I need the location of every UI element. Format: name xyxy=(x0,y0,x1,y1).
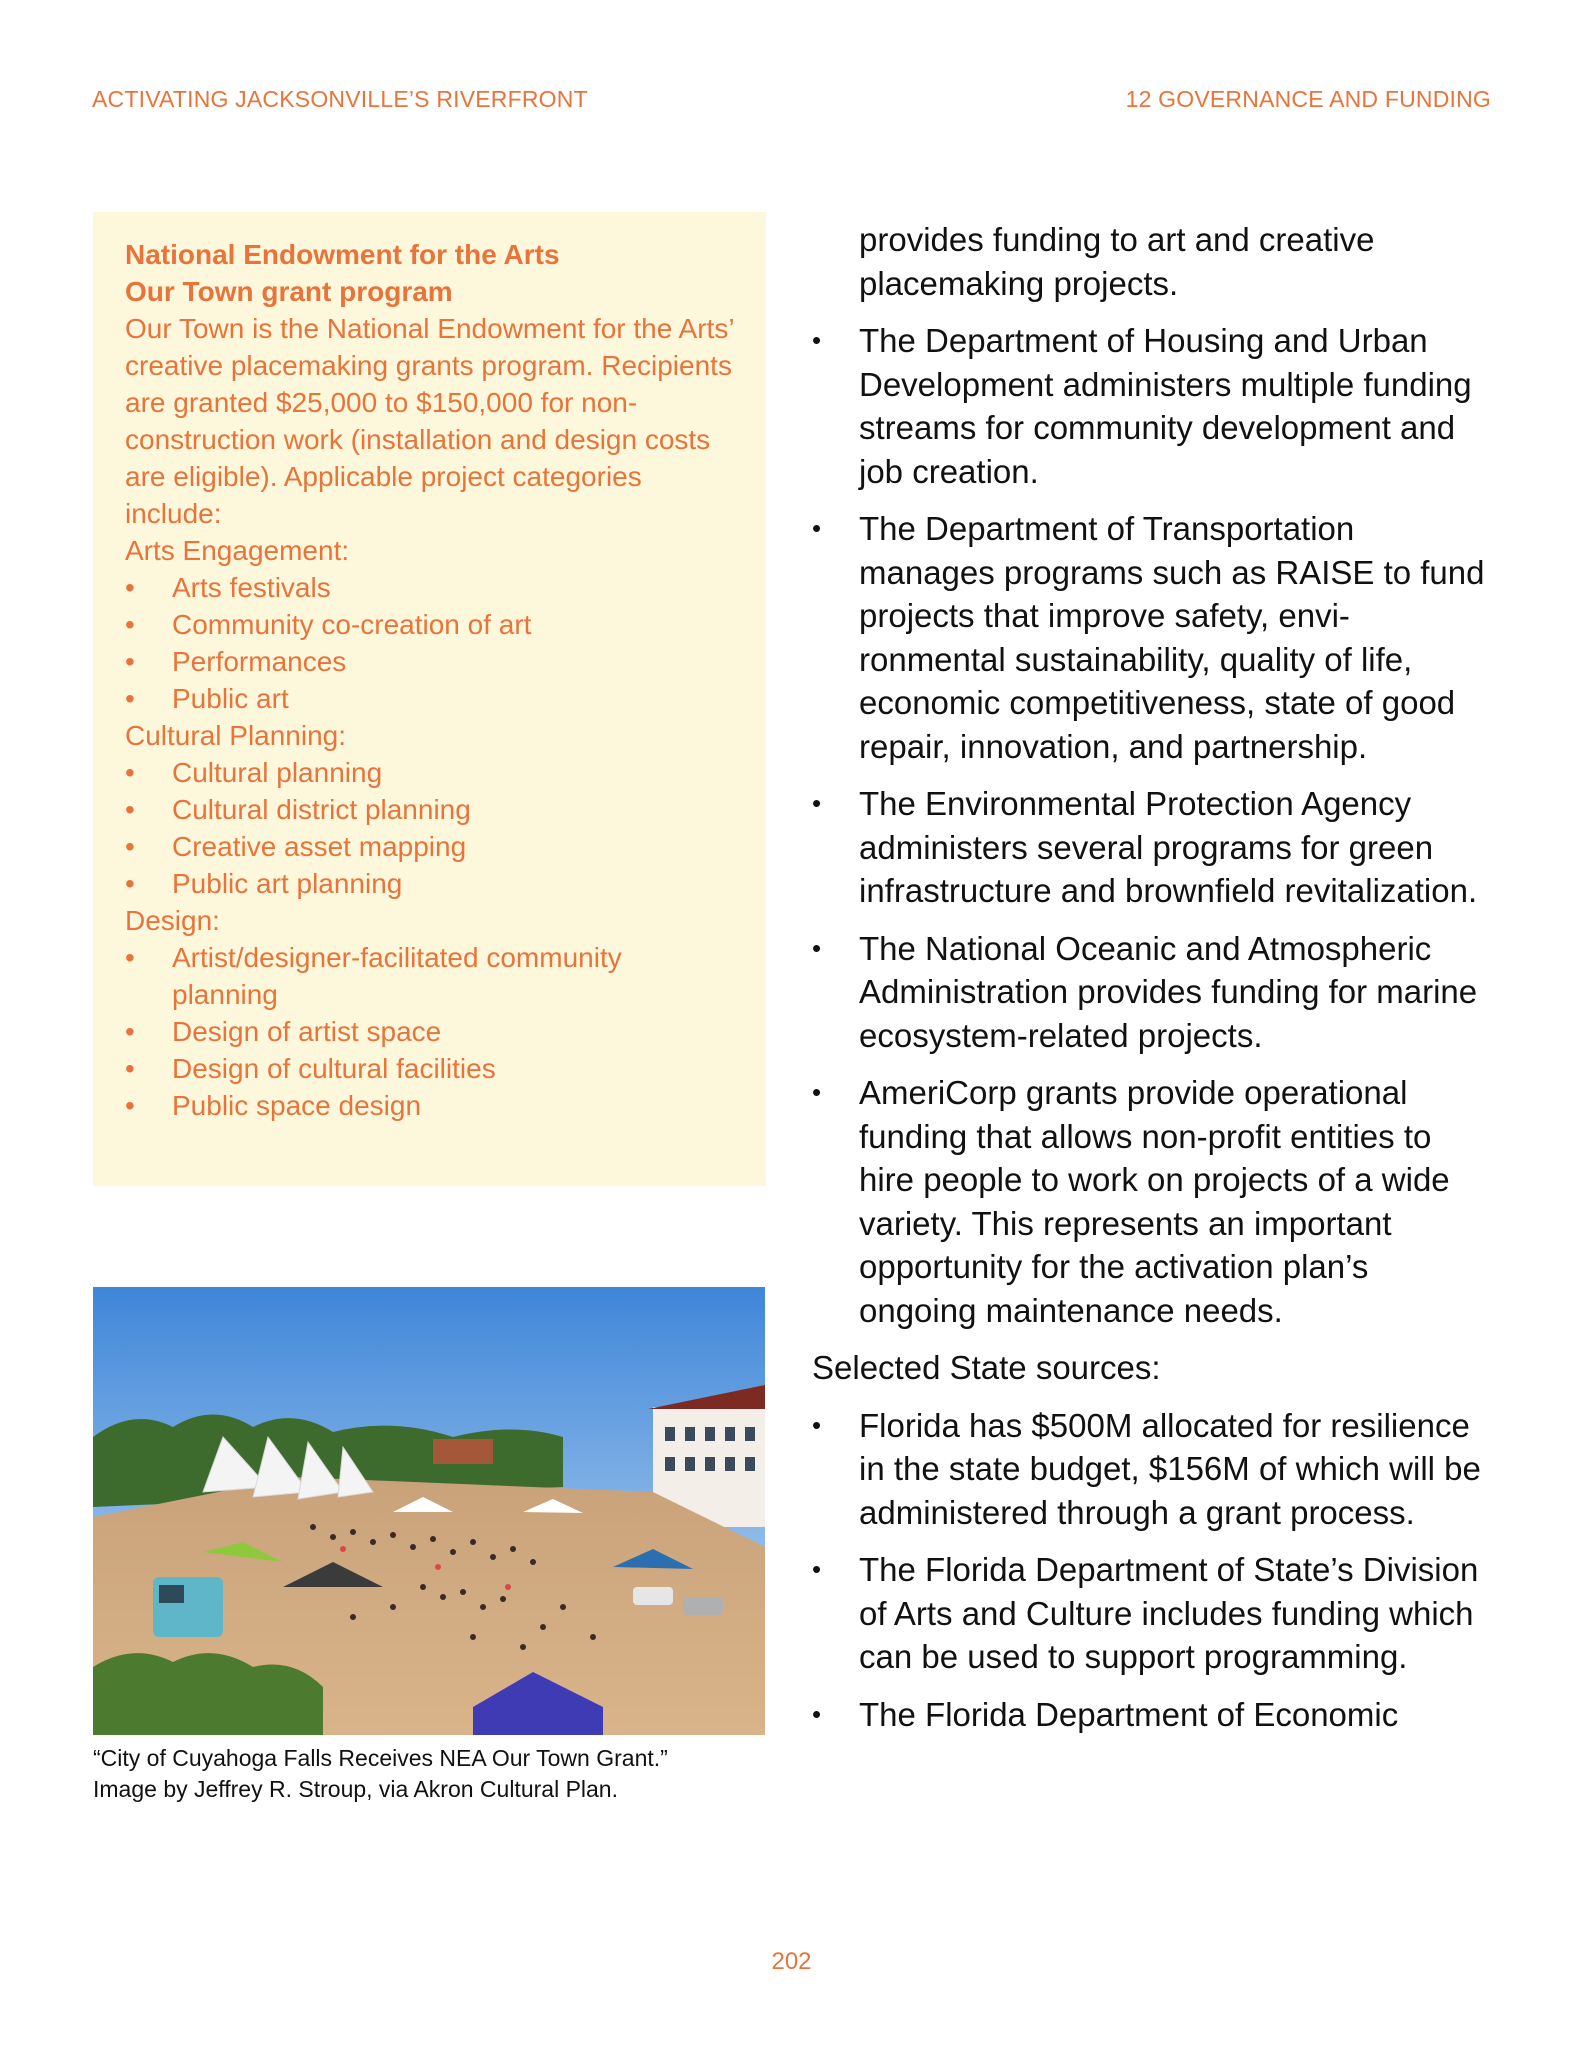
list-item: • Performances xyxy=(125,643,734,680)
list-item: • AmeriCorp grants provide operational funding that allows non-profit entities to hire people to work on projects of a wide variety. This represents an important opportunity for the activation plan’s ongoing maintenance needs. xyxy=(812,1071,1492,1332)
festival-photo xyxy=(93,1287,765,1735)
list-item: • Public art planning xyxy=(125,865,734,902)
list-item: • Cultural district planning xyxy=(125,791,734,828)
group-heading: Design: xyxy=(125,905,220,936)
group-heading: Cultural Planning: xyxy=(125,720,347,751)
group-list xyxy=(125,939,734,1124)
state-sources-heading: Selected State sources: xyxy=(812,1349,1161,1386)
list-item: • The Department of Transportation manages programs such as RAISE to fund projects that improve safety, envi-ronmental sustainability, quality of life, economic competitiveness, state of good repair, innovation, and partnership. xyxy=(812,507,1492,768)
list-item: • Design of cultural facilities xyxy=(125,1050,734,1087)
list-item: • The Florida Department of Economic xyxy=(812,1693,1492,1737)
federal-sources-list xyxy=(812,319,1492,1332)
list-item: • Community co-creation of art xyxy=(125,606,734,643)
photo-caption xyxy=(93,1743,765,1805)
header-right: 12 GOVERNANCE AND FUNDING xyxy=(1125,86,1491,112)
caption-line1: “City of Cuyahoga Falls Receives NEA Our Town Grant.” xyxy=(93,1745,668,1771)
list-item: • Cultural planning xyxy=(125,754,734,791)
list-item: • Public space design xyxy=(125,1087,734,1124)
list-item: • Artist/designer-facilitated community planning xyxy=(125,939,734,1013)
list-item: • The Environmental Protection Agency administers several programs for green infrastructure and brownfield revitalization. xyxy=(812,782,1492,913)
caption-line2: Image by Jeffrey R. Stroup, via Akron Cultural Plan. xyxy=(93,1776,618,1802)
list-item: • The Department of Housing and Urban Development administers multiple funding streams for community development and job creation. xyxy=(812,319,1492,493)
main-column xyxy=(812,218,1492,1750)
list-item: • The National Oceanic and Atmospheric Administration provides funding for marine ecosystem-related projects. xyxy=(812,927,1492,1058)
sidebar-intro: Our Town is the National Endowment for the Arts’ creative placemaking grants program. Recipients are granted $25,000 to $150,000 for non-construction work (installation and design costs are eligible). Applicable project categories include: xyxy=(125,313,734,529)
running-header xyxy=(92,86,1491,113)
page-number: 202 xyxy=(771,1948,812,1975)
list-item: • The Florida Department of State’s Division of Arts and Culture includes funding which can be used to support programming. xyxy=(812,1548,1492,1679)
list-item: • Design of artist space xyxy=(125,1013,734,1050)
group-list xyxy=(125,754,734,902)
sidebar-box xyxy=(93,212,766,1186)
continuation-text: provides funding to art and creative placemaking projects. xyxy=(859,221,1375,302)
list-item: • Creative asset mapping xyxy=(125,828,734,865)
list-item: • Florida has $500M allocated for resilience in the state budget, $156M of which will be administered through a grant process. xyxy=(812,1404,1492,1535)
list-item: • Arts festivals xyxy=(125,569,734,606)
state-sources-list xyxy=(812,1404,1492,1737)
sidebar-title-line2: Our Town grant program xyxy=(125,276,453,307)
list-item: • Public art xyxy=(125,680,734,717)
group-list xyxy=(125,569,734,717)
header-left: ACTIVATING JACKSONVILLE’S RIVERFRONT xyxy=(92,86,588,112)
sidebar-title-line1: National Endowment for the Arts xyxy=(125,239,560,270)
group-heading: Arts Engagement: xyxy=(125,535,350,566)
